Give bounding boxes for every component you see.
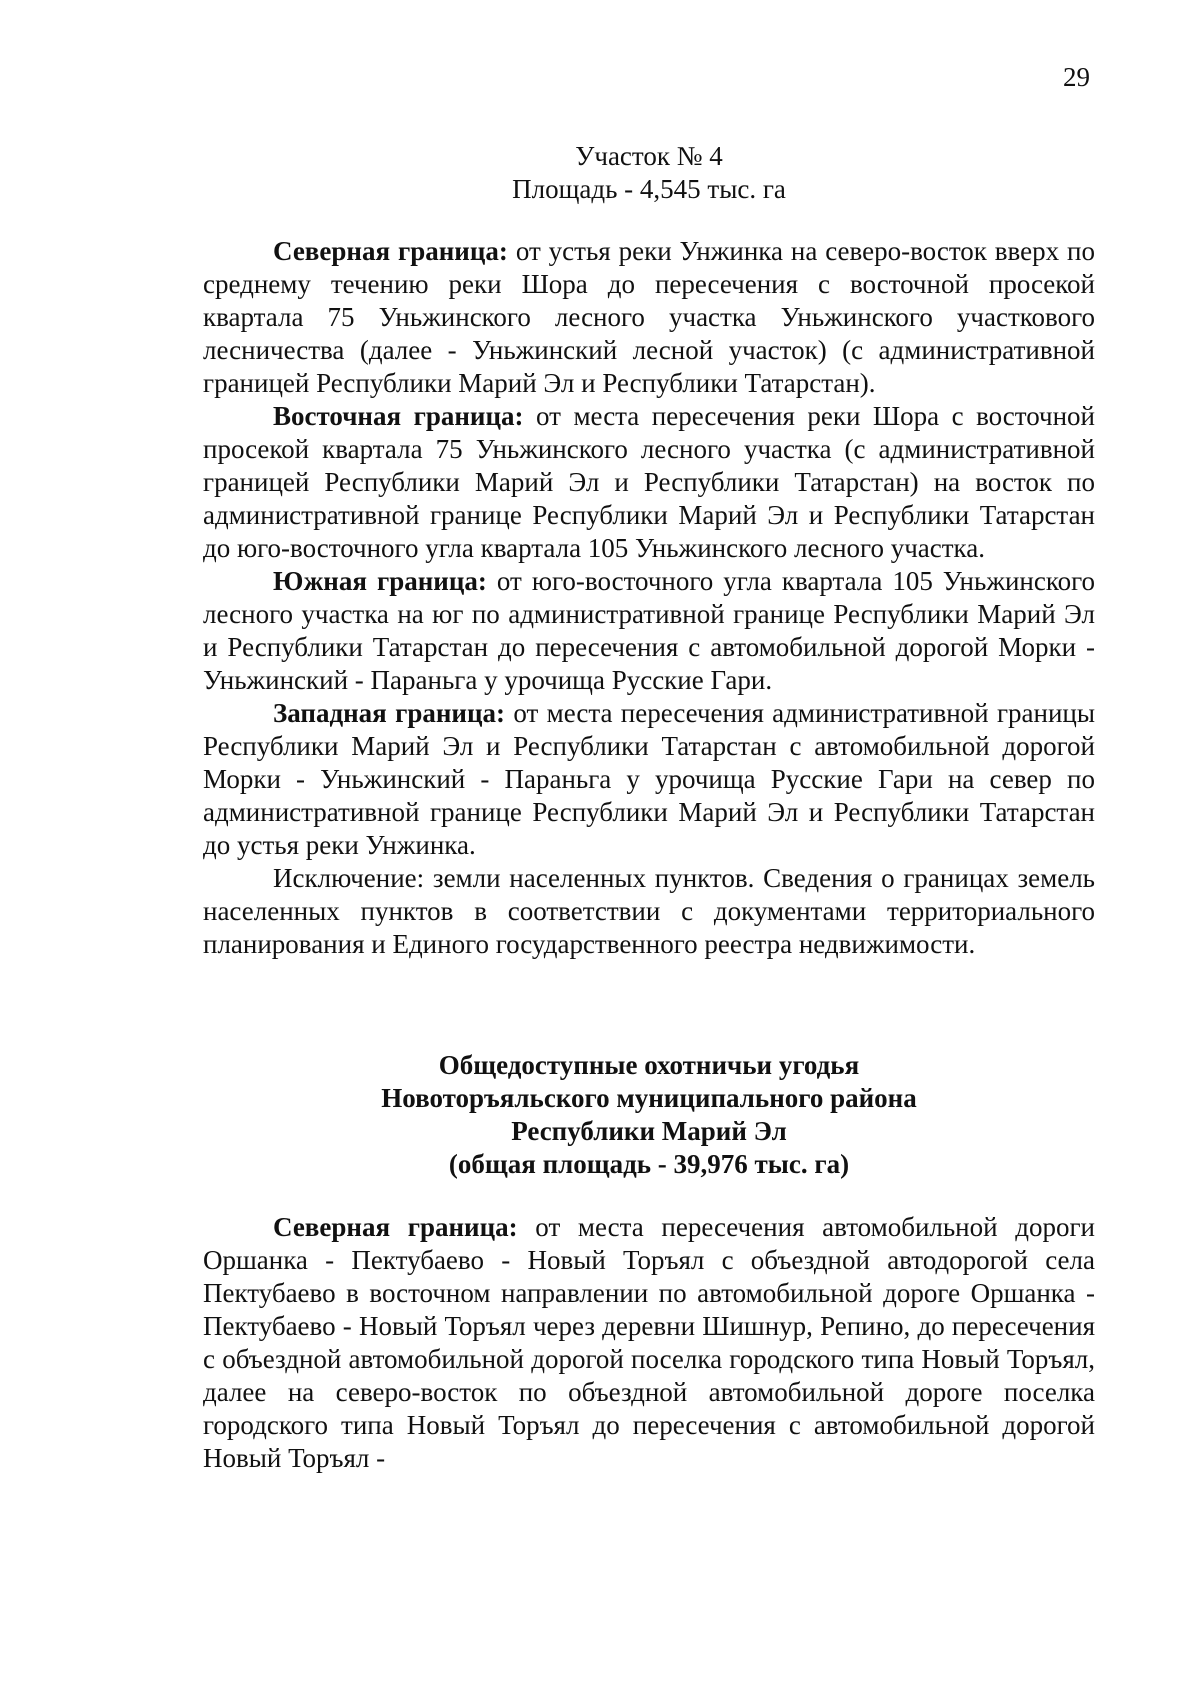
section-northern-boundary-label: Северная граница:: [273, 1212, 518, 1242]
southern-boundary-label: Южная граница:: [273, 566, 487, 596]
document-content: [203, 140, 1095, 1475]
southern-boundary-text: от юго-восточного угла квартала 105 Уньжинского лесного участка на юг по административной границе Республики Марий Эл и Республики Татарстан до пересечения с автомобильной дорогой Морки - Уньжинский - Параньга у урочища Русские Гари.: [203, 566, 1095, 695]
section-northern-boundary-paragraph: [203, 1211, 1095, 1475]
western-boundary-paragraph: [203, 697, 1095, 862]
page-number: 29: [1063, 62, 1090, 92]
section-title-line: Новоторъяльского муниципального района: [381, 1083, 917, 1113]
section-title: [203, 1049, 1095, 1181]
spacer: [203, 1181, 1095, 1211]
western-boundary-text: от места пересечения административной границы Республики Марий Эл и Республики Татарстан с автомобильной дорогой Морки - Уньжинский - Параньга у урочища Русские Гари на север по административной границе Республики Марий Эл и Республики Татарстан до устья реки Унжинка.: [203, 698, 1095, 860]
eastern-boundary-text: от места пересечения реки Шора с восточной просекой квартала 75 Уньжинского лесного участка (с административной границей Республики Марий Эл и Республики Татарстан) на восток по административной границе Республики Марий Эл и Республики Татарстан до юго-восточного угла квартала 105 Уньжинского лесного участка.: [203, 401, 1096, 563]
northern-boundary-text: от устья реки Унжинка на северо-восток вверх по среднему течению реки Шора до пересечения с восточной просекой квартала 75 Уньжинского лесного участка Уньжинского участкового лесничества (далее - Уньжинский лесной участок) (с административной границей Республики Марий Эл и Республики Татарстан).: [203, 236, 1095, 398]
eastern-boundary-paragraph: [203, 400, 1095, 565]
exception-paragraph: Исключение: земли населенных пунктов. Сведения о границах земель населенных пунктов в соответствии с документами территориального планирования и Единого государственного реестра недвижимости.: [203, 863, 1095, 959]
section-title-line: (общая площадь - 39,976 тыс. га): [448, 1149, 850, 1179]
spacer: [203, 961, 1095, 1049]
northern-boundary-label: Северная граница:: [273, 236, 508, 266]
spacer: [203, 206, 1095, 235]
section-title-line: Республики Марий Эл: [511, 1116, 787, 1146]
southern-boundary-paragraph: [203, 565, 1095, 697]
section-northern-boundary-text: от места пересечения автомобильной дороги Оршанка - Пектубаево - Новый Торъял с объездной автодорогой села Пектубаево в восточном направлении по автомобильной дороге Оршанка - Пектубаево - Новый Торъял через деревни Шишнур, Репино, до пересечения с объездной автомобильной дорогой поселка городского типа Новый Торъял, далее на северо-восток по объездной автомобильной дороге поселка городского типа Новый Торъял до пересечения с автомобильной дорогой Новый Торъял -: [203, 1212, 1095, 1473]
plot-title: Участок № 4: [575, 141, 723, 171]
northern-boundary-paragraph: [203, 235, 1095, 400]
plot-area: Площадь - 4,545 тыс. га: [512, 174, 786, 204]
section-title-line: Общедоступные охотничьи угодья: [438, 1050, 860, 1080]
eastern-boundary-label: Восточная граница:: [273, 401, 524, 431]
western-boundary-label: Западная граница:: [273, 698, 506, 728]
plot-header: [203, 140, 1095, 206]
